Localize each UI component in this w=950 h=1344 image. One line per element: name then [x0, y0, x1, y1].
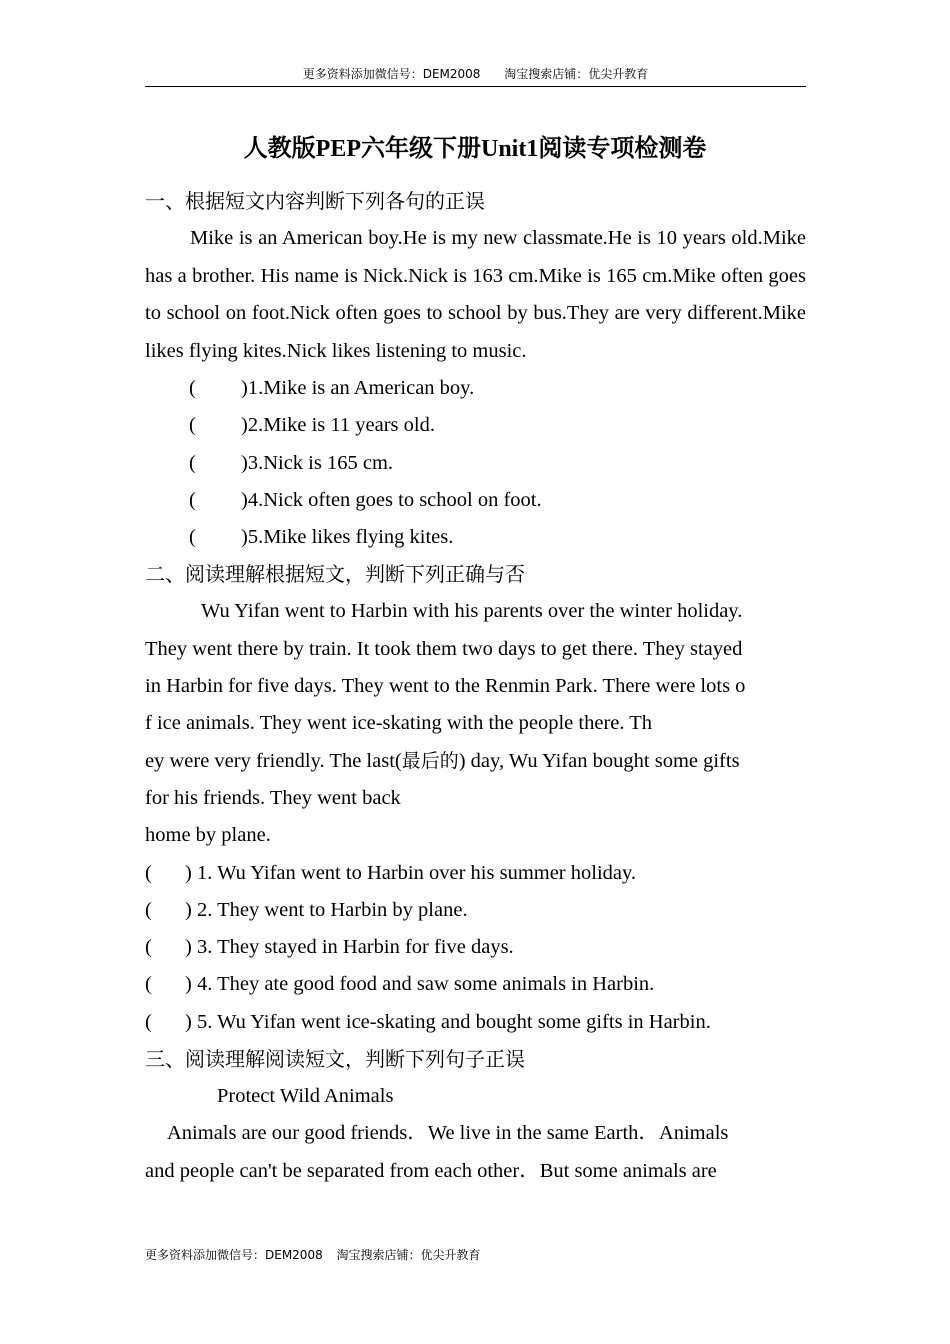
passage-line	[145, 743, 806, 780]
footer-shop: 淘宝搜索店铺：优尖升教育	[336, 1248, 481, 1262]
answer-blank[interactable]: (	[189, 451, 196, 474]
question-item	[145, 855, 806, 892]
question-text: )2.Mike is 11 years old.	[241, 414, 435, 437]
question-text: )5.Mike likes flying kites.	[241, 526, 454, 549]
passage-line: They went there by train. It took them two days to get there. They stayed	[145, 637, 743, 660]
answer-blank[interactable]: (	[145, 1010, 152, 1033]
answer-blank[interactable]: (	[189, 414, 196, 437]
question-text: ) 5. Wu Yifan went ice-skating and bought some gifts in Harbin.	[185, 1010, 711, 1033]
passage-line: Wu Yifan went to Harbin with his parents over the winter holiday.	[201, 600, 743, 623]
passage-line: and people can't be separated from each other．But some animals are	[145, 1159, 717, 1182]
answer-blank[interactable]: (	[189, 488, 196, 511]
question-text: ) 3. They stayed in Harbin for five days.	[185, 936, 514, 959]
question-item	[145, 1004, 806, 1041]
question-item	[145, 519, 806, 556]
passage-line: f ice animals. They went ice-skating with the people there. Th	[145, 712, 653, 735]
question-item	[145, 966, 806, 1003]
answer-blank[interactable]: (	[145, 898, 152, 921]
passage-chinese-gloss: 最后的	[401, 749, 459, 772]
question-item	[145, 445, 806, 482]
question-text: ) 1. Wu Yifan went to Harbin over his summer holiday.	[185, 861, 637, 884]
question-item	[145, 929, 806, 966]
section-1-passage: Mike is an American boy.He is my new classmate.He is 10 years old.Mike has a brother. His name is Nick.Nick is 163 cm.Mike is 165 cm.Mike often goes to school on foot.Nick often goes to school by bus.They are very different.Mike likes flying kites.Nick likes listening to music.	[145, 227, 806, 362]
question-item	[145, 407, 806, 444]
passage-line: for his friends. They went back	[145, 786, 401, 809]
passage-line: home by plane.	[145, 824, 271, 847]
question-item	[145, 370, 806, 407]
footer-wechat: 更多资料添加微信号：DEM2008	[145, 1248, 323, 1262]
page-footer	[145, 1246, 491, 1263]
passage-text: ) day, Wu Yifan bought some gifts	[458, 749, 740, 772]
question-text: ) 4. They ate good food and saw some animals in Harbin.	[185, 973, 655, 996]
answer-blank[interactable]: (	[145, 973, 152, 996]
question-text: )1.Mike is an American boy.	[241, 377, 475, 399]
question-text: )3.Nick is 165 cm.	[241, 451, 394, 474]
question-item	[145, 482, 806, 519]
answer-blank[interactable]: (	[145, 936, 152, 959]
document-body	[145, 183, 806, 1190]
page-title: 人教版PEP六年级下册Unit1阅读专项检测卷	[243, 136, 707, 162]
page-header	[145, 66, 806, 87]
answer-blank[interactable]: (	[189, 377, 196, 399]
question-text: )4.Nick often goes to school on foot.	[241, 488, 542, 511]
passage-line: Animals are our good friends．We live in the same Earth．Animals	[167, 1122, 729, 1145]
question-item	[145, 892, 806, 929]
section-3-heading: 三、阅读理解阅读短文，判断下列句子正误	[145, 1047, 525, 1072]
passage-line: in Harbin for five days. They went to the Renmin Park. There were lots o	[145, 675, 746, 698]
passage-subtitle: Protect Wild Animals	[217, 1085, 394, 1108]
header-wechat: 更多资料添加微信号：DEM2008	[302, 67, 481, 81]
section-2-heading: 二、阅读理解根据短文，判断下列正确与否	[145, 562, 525, 587]
question-text: ) 2. They went to Harbin by plane.	[185, 898, 468, 921]
header-shop: 淘宝搜索店铺：优尖升教育	[504, 67, 649, 81]
answer-blank[interactable]: (	[189, 526, 196, 549]
passage-text: ey were very friendly. The last(	[145, 749, 402, 772]
answer-blank[interactable]: (	[145, 861, 152, 884]
section-1-heading: 一、根据短文内容判断下列各句的正误	[145, 189, 485, 213]
